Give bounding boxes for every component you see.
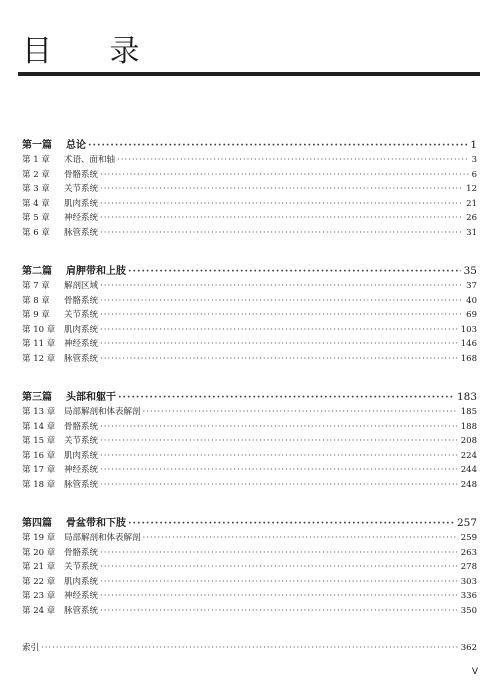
toc-part bbox=[22, 515, 477, 618]
entry-title: 肌肉系统 bbox=[64, 198, 99, 209]
toc-part-heading[interactable] bbox=[22, 137, 477, 153]
entry-title: 局部解剖和体表解剖 bbox=[64, 407, 141, 417]
entry-page-number: 278 bbox=[460, 562, 477, 572]
dot-leader bbox=[100, 420, 458, 435]
dot-leader bbox=[100, 560, 458, 575]
entry-title: 骨骼系统 bbox=[64, 295, 99, 306]
toc-chapter-entry[interactable] bbox=[22, 575, 477, 590]
entry-number: 第 16 章 bbox=[22, 450, 56, 461]
toc-chapter-entry[interactable] bbox=[22, 352, 477, 367]
entry-title: 脉管系统 bbox=[64, 227, 99, 238]
entry-page-number: 185 bbox=[460, 407, 477, 417]
dot-leader bbox=[118, 390, 454, 406]
entry-page-number: 244 bbox=[460, 465, 477, 475]
entry-title: 肌肉系统 bbox=[64, 576, 99, 587]
entry-page-number: 259 bbox=[460, 533, 477, 543]
entry-page-number: 12 bbox=[466, 184, 477, 194]
toc-chapter-entry[interactable] bbox=[22, 405, 477, 420]
index-page-number: 362 bbox=[460, 643, 477, 653]
toc-parts bbox=[22, 137, 477, 618]
entry-page-number: 35 bbox=[463, 265, 477, 277]
dot-leader bbox=[128, 264, 461, 280]
entry-page-number: 103 bbox=[460, 324, 477, 335]
dot-leader bbox=[100, 478, 458, 493]
dot-leader bbox=[100, 575, 458, 590]
entry-number: 第 1 章 bbox=[22, 155, 50, 165]
entry-title: 总论 bbox=[66, 140, 86, 151]
toc-part bbox=[22, 137, 477, 240]
dot-leader bbox=[100, 434, 458, 449]
entry-page-number: 350 bbox=[460, 605, 477, 616]
page-title: 目 录 bbox=[22, 34, 164, 69]
entry-page-number: 224 bbox=[460, 450, 477, 461]
dot-leader bbox=[100, 308, 463, 323]
dot-leader bbox=[100, 463, 458, 478]
entry-title: 脉管系统 bbox=[64, 605, 99, 616]
toc-entry-index[interactable] bbox=[22, 641, 477, 656]
toc-chapter-entry[interactable] bbox=[22, 337, 477, 352]
entry-title: 骨骼系统 bbox=[64, 421, 99, 432]
toc-chapter-entry[interactable] bbox=[22, 463, 477, 478]
entry-title: 骨盆带和下肢 bbox=[66, 518, 126, 529]
entry-page-number: 37 bbox=[466, 281, 477, 291]
entry-number: 第 22 章 bbox=[22, 576, 56, 587]
entry-number: 第 2 章 bbox=[22, 169, 50, 180]
toc-part bbox=[22, 263, 477, 366]
dot-leader bbox=[128, 516, 454, 532]
entry-number: 第 24 章 bbox=[22, 605, 56, 616]
entry-title: 肌肉系统 bbox=[64, 324, 99, 335]
toc-part bbox=[22, 389, 477, 492]
entry-title: 局部解剖和体表解剖 bbox=[64, 533, 141, 543]
entry-page-number: 263 bbox=[460, 547, 477, 558]
entry-number: 第二篇 bbox=[22, 266, 52, 277]
entry-title: 脉管系统 bbox=[64, 353, 99, 364]
entry-page-number: 257 bbox=[456, 517, 477, 529]
entry-page-number: 69 bbox=[466, 310, 477, 320]
entry-page-number: 31 bbox=[466, 227, 477, 238]
entry-title: 神经系统 bbox=[64, 591, 99, 601]
toc-chapter-entry[interactable] bbox=[22, 197, 477, 212]
toc-chapter-entry[interactable] bbox=[22, 182, 477, 197]
entry-number: 第 14 章 bbox=[22, 421, 56, 432]
toc-chapter-entry[interactable] bbox=[22, 589, 477, 604]
toc-chapter-entry[interactable] bbox=[22, 420, 477, 435]
dot-leader bbox=[100, 604, 458, 619]
entry-page-number: 21 bbox=[466, 198, 477, 209]
entry-title: 解剖区域 bbox=[64, 281, 99, 291]
entry-title: 肌肉系统 bbox=[64, 450, 99, 461]
toc-chapter-entry[interactable] bbox=[22, 294, 477, 309]
toc-chapter-entry[interactable] bbox=[22, 604, 477, 619]
entry-title: 神经系统 bbox=[64, 339, 99, 349]
entry-title: 骨骼系统 bbox=[64, 547, 99, 558]
toc-part-heading[interactable] bbox=[22, 263, 477, 279]
entry-page-number: 208 bbox=[460, 436, 477, 446]
entry-page-number: 336 bbox=[460, 591, 477, 601]
entry-number: 第 7 章 bbox=[22, 281, 50, 291]
title-rule bbox=[18, 72, 480, 76]
toc-chapter-entry[interactable] bbox=[22, 560, 477, 575]
dot-leader bbox=[100, 323, 458, 338]
dot-leader bbox=[100, 352, 458, 367]
dot-leader bbox=[100, 197, 463, 212]
entry-page-number: 1 bbox=[470, 139, 477, 151]
dot-leader bbox=[117, 153, 469, 168]
dot-leader bbox=[100, 211, 463, 226]
toc-chapter-entry[interactable] bbox=[22, 434, 477, 449]
entry-number: 第 11 章 bbox=[22, 339, 56, 349]
entry-page-number: 3 bbox=[471, 155, 477, 165]
entry-title: 关节系统 bbox=[64, 436, 99, 446]
entry-number: 第 10 章 bbox=[22, 324, 56, 335]
entry-page-number: 40 bbox=[466, 295, 477, 306]
dot-leader bbox=[41, 641, 458, 656]
entry-number: 第 13 章 bbox=[22, 407, 56, 417]
entry-page-number: 6 bbox=[471, 169, 477, 180]
entry-number: 第 8 章 bbox=[22, 295, 50, 306]
toc-chapter-entry[interactable] bbox=[22, 308, 477, 323]
entry-page-number: 168 bbox=[460, 353, 477, 364]
entry-number: 第 23 章 bbox=[22, 591, 56, 601]
toc-chapter-entry[interactable] bbox=[22, 226, 477, 241]
entry-title: 术语、面和轴 bbox=[64, 155, 116, 165]
entry-title: 头部和躯干 bbox=[66, 392, 116, 403]
toc-chapter-entry[interactable] bbox=[22, 546, 477, 561]
toc-chapter-entry[interactable] bbox=[22, 531, 477, 546]
toc-chapter-entry[interactable] bbox=[22, 279, 477, 294]
entry-number: 第 19 章 bbox=[22, 533, 56, 543]
dot-leader bbox=[88, 138, 467, 154]
entry-number: 第 5 章 bbox=[22, 213, 50, 223]
toc-chapter-entry[interactable] bbox=[22, 449, 477, 464]
entry-page-number: 248 bbox=[460, 479, 477, 490]
toc-chapter-entry[interactable] bbox=[22, 168, 477, 183]
toc-chapter-entry[interactable] bbox=[22, 153, 477, 168]
dot-leader bbox=[100, 279, 463, 294]
entry-number: 第一篇 bbox=[22, 140, 52, 151]
entry-number: 第三篇 bbox=[22, 392, 52, 403]
entry-page-number: 183 bbox=[456, 391, 477, 403]
entry-page-number: 303 bbox=[460, 576, 477, 587]
entry-number: 第四篇 bbox=[22, 518, 52, 529]
entry-number: 第 15 章 bbox=[22, 436, 56, 446]
entry-title: 关节系统 bbox=[64, 562, 99, 572]
dot-leader bbox=[100, 226, 463, 241]
entry-number: 第 4 章 bbox=[22, 198, 50, 209]
entry-title: 关节系统 bbox=[64, 184, 99, 194]
entry-number: 第 6 章 bbox=[22, 227, 50, 238]
entry-title: 脉管系统 bbox=[64, 479, 99, 490]
toc-part-heading[interactable] bbox=[22, 389, 477, 405]
table-of-contents bbox=[22, 137, 477, 656]
entry-title: 肩胛带和上肢 bbox=[66, 266, 126, 277]
entry-number: 第 18 章 bbox=[22, 479, 56, 490]
entry-number: 第 21 章 bbox=[22, 562, 56, 572]
dot-leader bbox=[100, 546, 458, 561]
entry-number: 第 12 章 bbox=[22, 353, 56, 364]
entry-number: 第 9 章 bbox=[22, 310, 50, 320]
toc-chapter-entry[interactable] bbox=[22, 323, 477, 338]
page-number: V bbox=[471, 667, 478, 677]
entry-title: 骨骼系统 bbox=[64, 169, 99, 180]
entry-number: 第 17 章 bbox=[22, 465, 56, 475]
entry-page-number: 146 bbox=[460, 339, 477, 349]
dot-leader bbox=[100, 589, 458, 604]
dot-leader bbox=[100, 168, 469, 183]
toc-chapter-entry[interactable] bbox=[22, 211, 477, 226]
index-label: 索引 bbox=[22, 643, 40, 653]
dot-leader bbox=[100, 337, 458, 352]
entry-page-number: 26 bbox=[466, 213, 477, 223]
entry-number: 第 3 章 bbox=[22, 184, 50, 194]
dot-leader bbox=[143, 531, 458, 546]
entry-title: 神经系统 bbox=[64, 465, 99, 475]
entry-title: 关节系统 bbox=[64, 310, 99, 320]
dot-leader bbox=[100, 294, 463, 309]
toc-part-heading[interactable] bbox=[22, 515, 477, 531]
dot-leader bbox=[100, 449, 458, 464]
entry-number: 第 20 章 bbox=[22, 547, 56, 558]
entry-title: 神经系统 bbox=[64, 213, 99, 223]
dot-leader bbox=[143, 405, 458, 420]
toc-chapter-entry[interactable] bbox=[22, 478, 477, 493]
dot-leader bbox=[100, 182, 463, 197]
entry-page-number: 188 bbox=[460, 421, 477, 432]
